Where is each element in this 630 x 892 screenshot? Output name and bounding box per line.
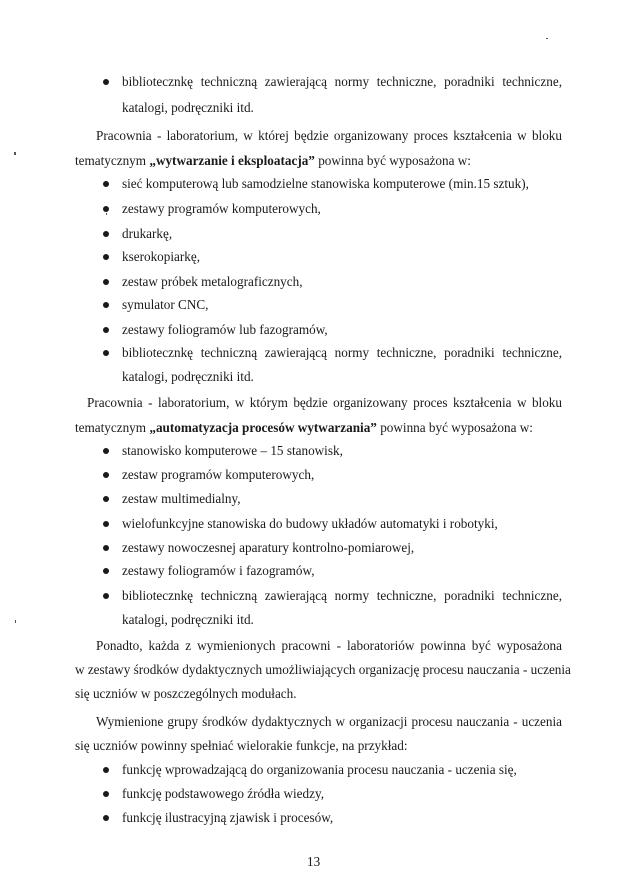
bullet-icon [103,231,109,237]
list-item: funkcję wprowadzającą do organizowania procesu nauczania - uczenia się, [122,762,517,777]
paragraph-line: Ponadto, każda z wymienionych pracowni - laboratoriów powinna być wyposażona [96,638,562,653]
bullet-icon [103,302,109,308]
list-item: zestaw multimedialny, [122,491,241,506]
section-title: „wytwarzanie i eksploatacja” [149,153,315,168]
list-item: kserokopiarkę, [122,249,200,264]
bullet-icon [103,496,109,502]
scan-speck [546,38,548,39]
list-item: zestaw programów komputerowych, [122,467,315,482]
list-item: bibliotecznkę techniczną zawierającą normy techniczne, poradniki techniczne, [122,345,562,360]
list-item: funkcję ilustracyjną zjawisk i procesów, [122,810,334,825]
bullet-icon [103,791,109,797]
list-item: zestawy nowoczesnej aparatury kontrolno-pomiarowej, [122,540,415,555]
paragraph-line: Pracownia - laboratorium, w którym będzie organizowany proces kształcenia w bloku [87,395,562,410]
bullet-icon [103,448,109,454]
page-number: 13 [307,854,321,869]
list-item: zestawy programów komputerowych, [122,201,321,216]
bullet-icon [103,521,109,527]
paragraph-line: się uczniów powinny spełniać wielorakie funkcje, na przykład: [75,738,408,753]
list-item-continuation: katalogi, podręczniki itd. [122,369,254,384]
list-item: bibliotecznkę techniczną zawierającą normy techniczne, poradniki techniczne, [122,74,562,89]
bullet-icon [103,568,109,574]
bullet-icon [103,545,109,551]
list-item-continuation: katalogi, podręczniki itd. [122,100,254,115]
section-title: „automatyzacja procesów wytwarzania” [149,420,377,435]
bullet-icon [103,815,109,821]
paragraph-line: Pracownia - laboratorium, w której będzie organizowany proces kształcenia w bloku [96,128,562,143]
list-item: sieć komputerową lub samodzielne stanowiska komputerowe (min.15 sztuk), [122,176,529,191]
paragraph-line: Wymienione grupy środków dydaktycznych w organizacji procesu nauczania - uczenia [96,714,562,729]
paragraph-line: tematycznym „automatyzacja procesów wytwarzania” powinna być wyposażona w: [75,420,533,435]
bullet-icon [103,79,109,85]
list-item: bibliotecznkę techniczną zawierającą normy techniczne, poradniki techniczne, [122,588,562,603]
bullet-icon [103,767,109,773]
scan-speck [106,213,107,215]
bullet-icon [103,350,109,356]
list-item-continuation: katalogi, podręczniki itd. [122,612,254,627]
bullet-icon [103,593,109,599]
list-item: wielofunkcyjne stanowiska do budowy układów automatyki i robotyki, [122,516,498,531]
bullet-icon [103,206,109,212]
list-item: symulator CNC, [122,297,209,312]
bullet-icon [103,279,109,285]
list-item: zestawy foliogramów lub fazogramów, [122,322,328,337]
list-item: funkcję podstawowego źródła wiedzy, [122,786,325,801]
list-item: drukarkę, [122,226,173,241]
paragraph-line: tematycznym „wytwarzanie i eksploatacja” powinna być wyposażona w: [75,153,471,168]
paragraph-line: się uczniów w poszczególnych modułach. [75,686,297,701]
scan-speck [14,152,16,155]
bullet-icon [103,472,109,478]
list-item: zestawy foliogramów i fazogramów, [122,563,315,578]
bullet-icon [103,327,109,333]
bullet-icon [103,254,109,260]
list-item: zestaw próbek metalograficznych, [122,274,303,289]
bullet-icon [103,181,109,187]
paragraph-line: w zestawy środków dydaktycznych umożliwiających organizację procesu nauczania - uczenia [75,662,571,677]
scan-speck [15,620,16,623]
list-item: stanowisko komputerowe – 15 stanowisk, [122,443,343,458]
